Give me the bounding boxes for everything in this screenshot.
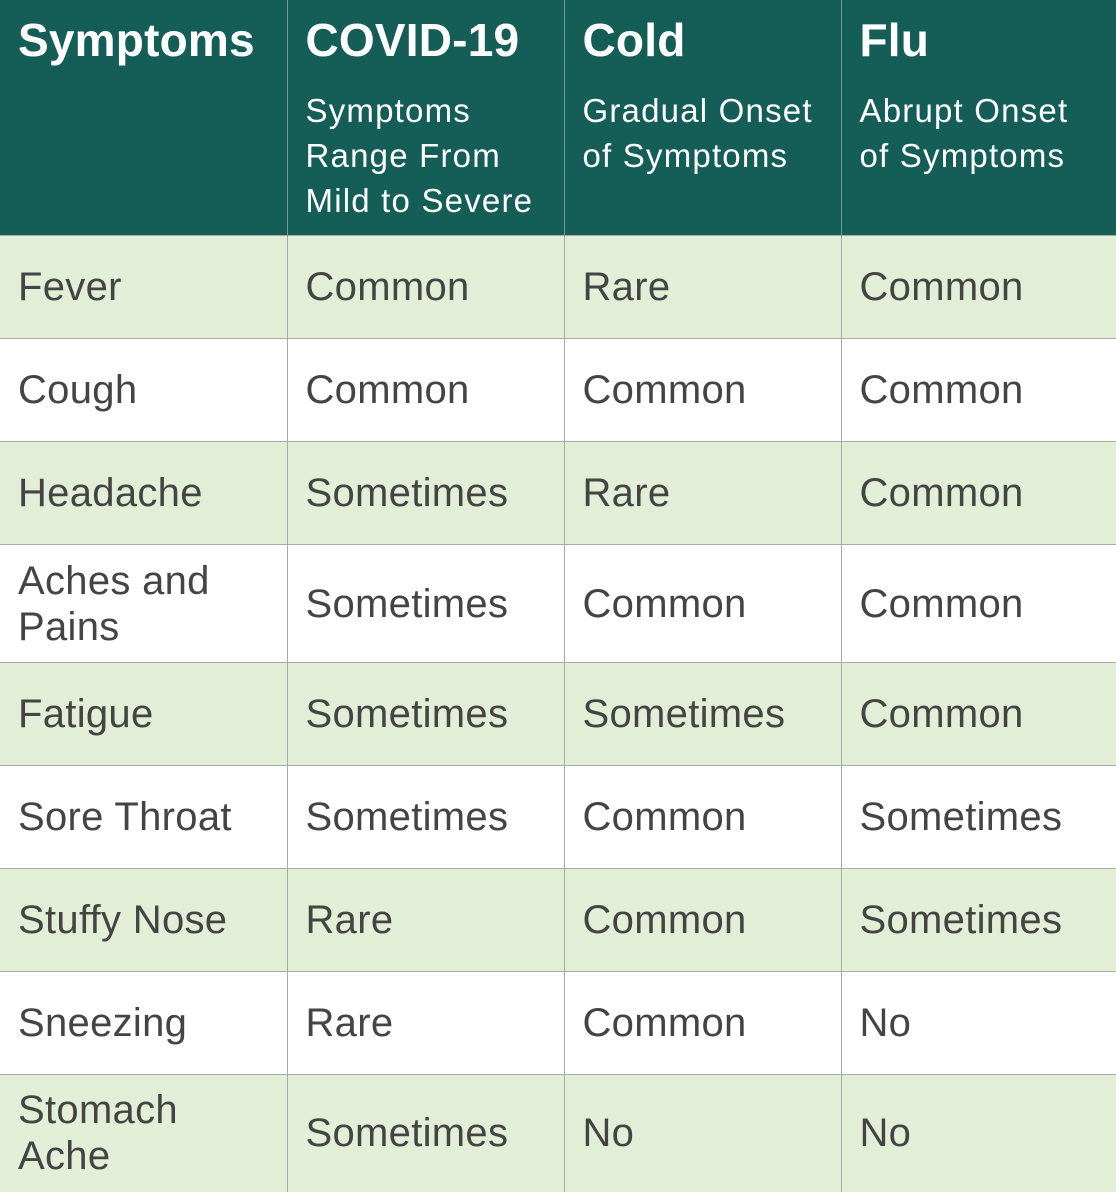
symptom-cell: Fatigue [0, 663, 287, 766]
table-row [0, 545, 1116, 663]
covid-cell: Sometimes [287, 766, 564, 869]
flu-cell: Common [841, 663, 1116, 766]
header-covid19 [287, 0, 564, 236]
covid-cell: Sometimes [287, 545, 564, 663]
flu-cell: Common [841, 442, 1116, 545]
symptom-cell: Stuffy Nose [0, 869, 287, 972]
covid-cell: Rare [287, 972, 564, 1075]
header-subtitle: Abrupt Onset of Symptoms [859, 92, 1069, 174]
table-row [0, 766, 1116, 869]
cold-cell: Common [564, 766, 841, 869]
cold-cell: Common [564, 339, 841, 442]
symptom-cell: Headache [0, 442, 287, 545]
covid-cell: Rare [287, 869, 564, 972]
flu-cell: Common [841, 545, 1116, 663]
table-row [0, 663, 1116, 766]
header-row [0, 0, 1116, 236]
header-subtitle: Symptoms Range From Mild to Severe [305, 92, 534, 219]
symptom-cell: Cough [0, 339, 287, 442]
table-row [0, 236, 1116, 339]
covid-cell: Sometimes [287, 663, 564, 766]
flu-cell: No [841, 1075, 1116, 1192]
symptom-cell: Fever [0, 236, 287, 339]
covid-cell: Sometimes [287, 442, 564, 545]
table-row [0, 972, 1116, 1075]
header-cold [564, 0, 841, 236]
header-title: Symptoms [18, 14, 255, 66]
flu-cell: Common [841, 339, 1116, 442]
table-row [0, 869, 1116, 972]
covid-cell: Sometimes [287, 1075, 564, 1192]
header-title: COVID-19 [305, 14, 520, 66]
symptom-cell: Stomach Ache [0, 1075, 287, 1192]
covid-cell: Common [287, 236, 564, 339]
cold-cell: Rare [564, 442, 841, 545]
flu-cell: Common [841, 236, 1116, 339]
symptom-cell: Aches and Pains [0, 545, 287, 663]
flu-cell: Sometimes [841, 869, 1116, 972]
header-title: Cold [582, 14, 686, 66]
cold-cell: Rare [564, 236, 841, 339]
cold-cell: No [564, 1075, 841, 1192]
symptom-cell: Sore Throat [0, 766, 287, 869]
cold-cell: Sometimes [564, 663, 841, 766]
covid-cell: Common [287, 339, 564, 442]
cold-cell: Common [564, 972, 841, 1075]
cold-cell: Common [564, 869, 841, 972]
header-subtitle: Gradual Onset of Symptoms [582, 92, 813, 174]
table-row [0, 442, 1116, 545]
header-flu [841, 0, 1116, 236]
flu-cell: Sometimes [841, 766, 1116, 869]
flu-cell: No [841, 972, 1116, 1075]
table-row [0, 339, 1116, 442]
table-row [0, 1075, 1116, 1192]
header-symptoms [0, 0, 287, 236]
cold-cell: Common [564, 545, 841, 663]
symptom-cell: Sneezing [0, 972, 287, 1075]
header-title: Flu [859, 14, 930, 66]
